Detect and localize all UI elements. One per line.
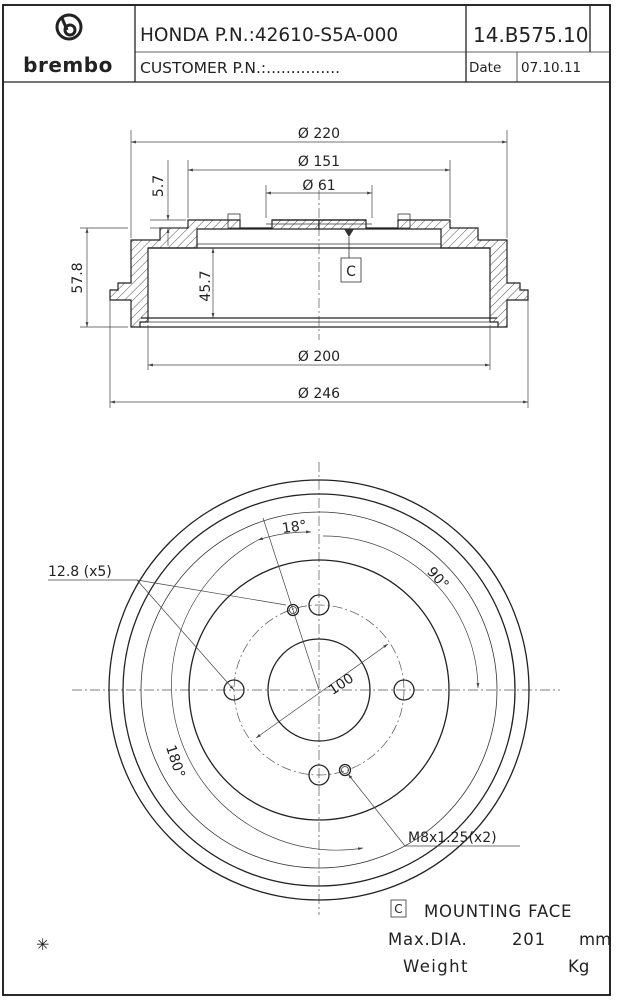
note-weight-label: Weight (403, 957, 469, 976)
drawing-code: 14.B575.10 (473, 23, 589, 47)
date-label: Date (469, 60, 502, 76)
dim-d151: Ø 151 (297, 154, 341, 170)
asterisk-mark: ✳ (36, 935, 50, 954)
angle-180: 180° (162, 743, 188, 781)
datum-c-label: C (346, 264, 356, 280)
brembo-logo-icon (57, 15, 81, 39)
dim-height-5-7: 5.7 (151, 174, 167, 198)
dim-d220: Ø 220 (297, 126, 341, 142)
dim-height-45-7: 45.7 (198, 270, 214, 302)
pcd-100: 100 (325, 670, 357, 699)
note-maxdia-label: Max.DIA. (388, 930, 468, 949)
dim-d200: Ø 200 (297, 349, 341, 365)
angle-18: 18° (280, 517, 308, 538)
title-block (3, 5, 610, 82)
dim-d61: Ø 61 (302, 178, 336, 194)
customer-part-number: CUSTOMER P.N.:............... (140, 59, 341, 77)
honda-part-number: HONDA P.N.:42610-S5A-000 (140, 25, 399, 46)
hole-spec-12-8: 12.8 (x5) (48, 564, 112, 580)
section-left (110, 220, 319, 327)
thread-spec-m8: M8x1.25(x2) (408, 830, 497, 846)
brand-wordmark: brembo (23, 53, 113, 77)
note-mounting-face: MOUNTING FACE (424, 902, 573, 921)
section-view (70, 126, 528, 408)
notes-block (36, 900, 611, 976)
note-weight-unit: Kg (568, 957, 590, 976)
dim-d246: Ø 246 (297, 386, 341, 402)
front-view (48, 462, 560, 915)
note-maxdia-unit: mm (579, 930, 612, 949)
note-datum-c: C (394, 902, 403, 916)
note-maxdia-value: 201 (512, 930, 546, 949)
dim-height-57-8: 57.8 (70, 262, 86, 294)
angle-90: 90° (423, 564, 452, 594)
date-value: 07.10.11 (521, 60, 582, 76)
